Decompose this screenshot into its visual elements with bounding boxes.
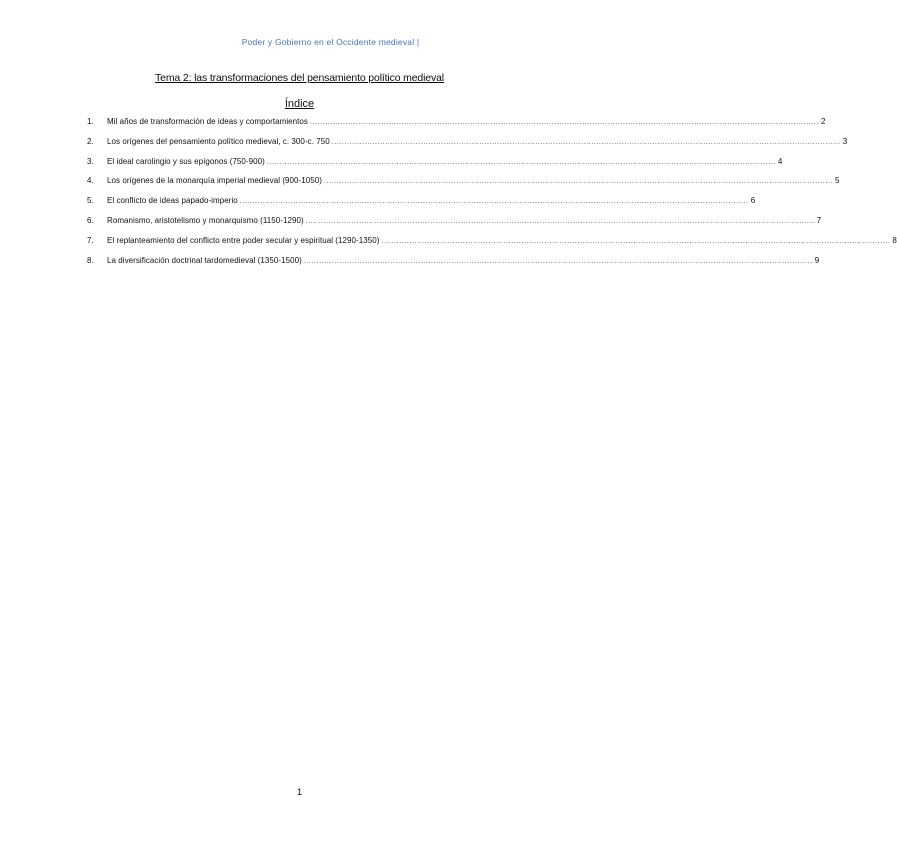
toc-heading: Índice (284, 98, 315, 110)
running-header-text: Poder y Gobierno en el Occidente medieval | (241, 37, 420, 47)
toc-entry-number: 5. (87, 196, 94, 206)
page-number: 1 (296, 787, 303, 798)
toc-entry-number: 7. (87, 235, 94, 245)
toc-entry-label[interactable]: La diversificación doctrinal tardomedieval (1350-1500) (107, 255, 302, 265)
toc-entry[interactable] (87, 255, 820, 276)
toc-entry-label[interactable]: El ideal carolingio y sus epígonos (750-900) (107, 156, 265, 166)
toc-entry-page[interactable]: 4 (777, 156, 783, 166)
toc-entry[interactable] (87, 235, 897, 256)
toc-dot-leader: ........................................................................................................................................................................................................ (381, 237, 891, 245)
toc-entry-number: 2. (87, 136, 94, 146)
toc-entry-number: 3. (87, 156, 94, 166)
toc-dot-leader: ........................................................................................................................................................................................................ (266, 158, 776, 166)
table-of-contents (87, 117, 897, 275)
running-header (0, 37, 599, 47)
toc-entry[interactable] (87, 215, 822, 236)
toc-entry[interactable] (87, 136, 848, 157)
toc-dot-leader: ........................................................................................................................................................................................................ (239, 198, 749, 206)
toc-dot-leader: ........................................................................................................................................................................................................ (323, 178, 833, 186)
toc-dot-leader: ........................................................................................................................................................................................................ (331, 138, 841, 146)
toc-entry[interactable] (87, 196, 756, 216)
toc-entry-label[interactable]: Romanismo, aristotelismo y monarquismo (1150-1290) (107, 215, 304, 225)
toc-entry-label[interactable]: Los orígenes del pensamiento político medieval, c. 300-c. 750 (107, 136, 330, 146)
toc-entry-page[interactable]: 7 (816, 215, 822, 225)
toc-entry[interactable] (87, 156, 783, 177)
toc-entry-label[interactable]: Mil años de transformación de ideas y comportamientos (107, 117, 308, 126)
toc-entry-page[interactable]: 2 (820, 117, 826, 126)
toc-dot-leader: ........................................................................................................................................................................................................ (305, 217, 815, 225)
toc-entry[interactable] (87, 117, 826, 137)
toc-entry-page[interactable]: 3 (842, 136, 848, 146)
toc-entry-page[interactable]: 6 (750, 196, 756, 206)
toc-entry-number: 8. (87, 255, 94, 265)
toc-entry-label[interactable]: Los orígenes de la monarquía imperial medieval (900-1050) (107, 176, 322, 186)
toc-dot-leader: ........................................................................................................................................................................................................ (309, 119, 819, 126)
toc-entry-page[interactable]: 8 (892, 235, 897, 245)
document-title: Tema 2: las transformaciones del pensamiento político medieval (155, 72, 444, 84)
toc-entry-number: 6. (87, 215, 94, 225)
toc-entry-label[interactable]: El replanteamiento del conflicto entre poder secular y espiritual (1290-1350) (107, 235, 380, 245)
toc-entry-page[interactable]: 9 (814, 255, 820, 265)
toc-entry-number: 4. (87, 176, 94, 186)
toc-entry-label[interactable]: El conflicto de ideas papado-imperio (107, 196, 238, 206)
toc-entry-page[interactable]: 5 (834, 176, 840, 186)
toc-entry-number: 1. (87, 117, 94, 126)
toc-dot-leader: ........................................................................................................................................................................................................ (303, 257, 813, 265)
toc-entry[interactable] (87, 176, 840, 196)
